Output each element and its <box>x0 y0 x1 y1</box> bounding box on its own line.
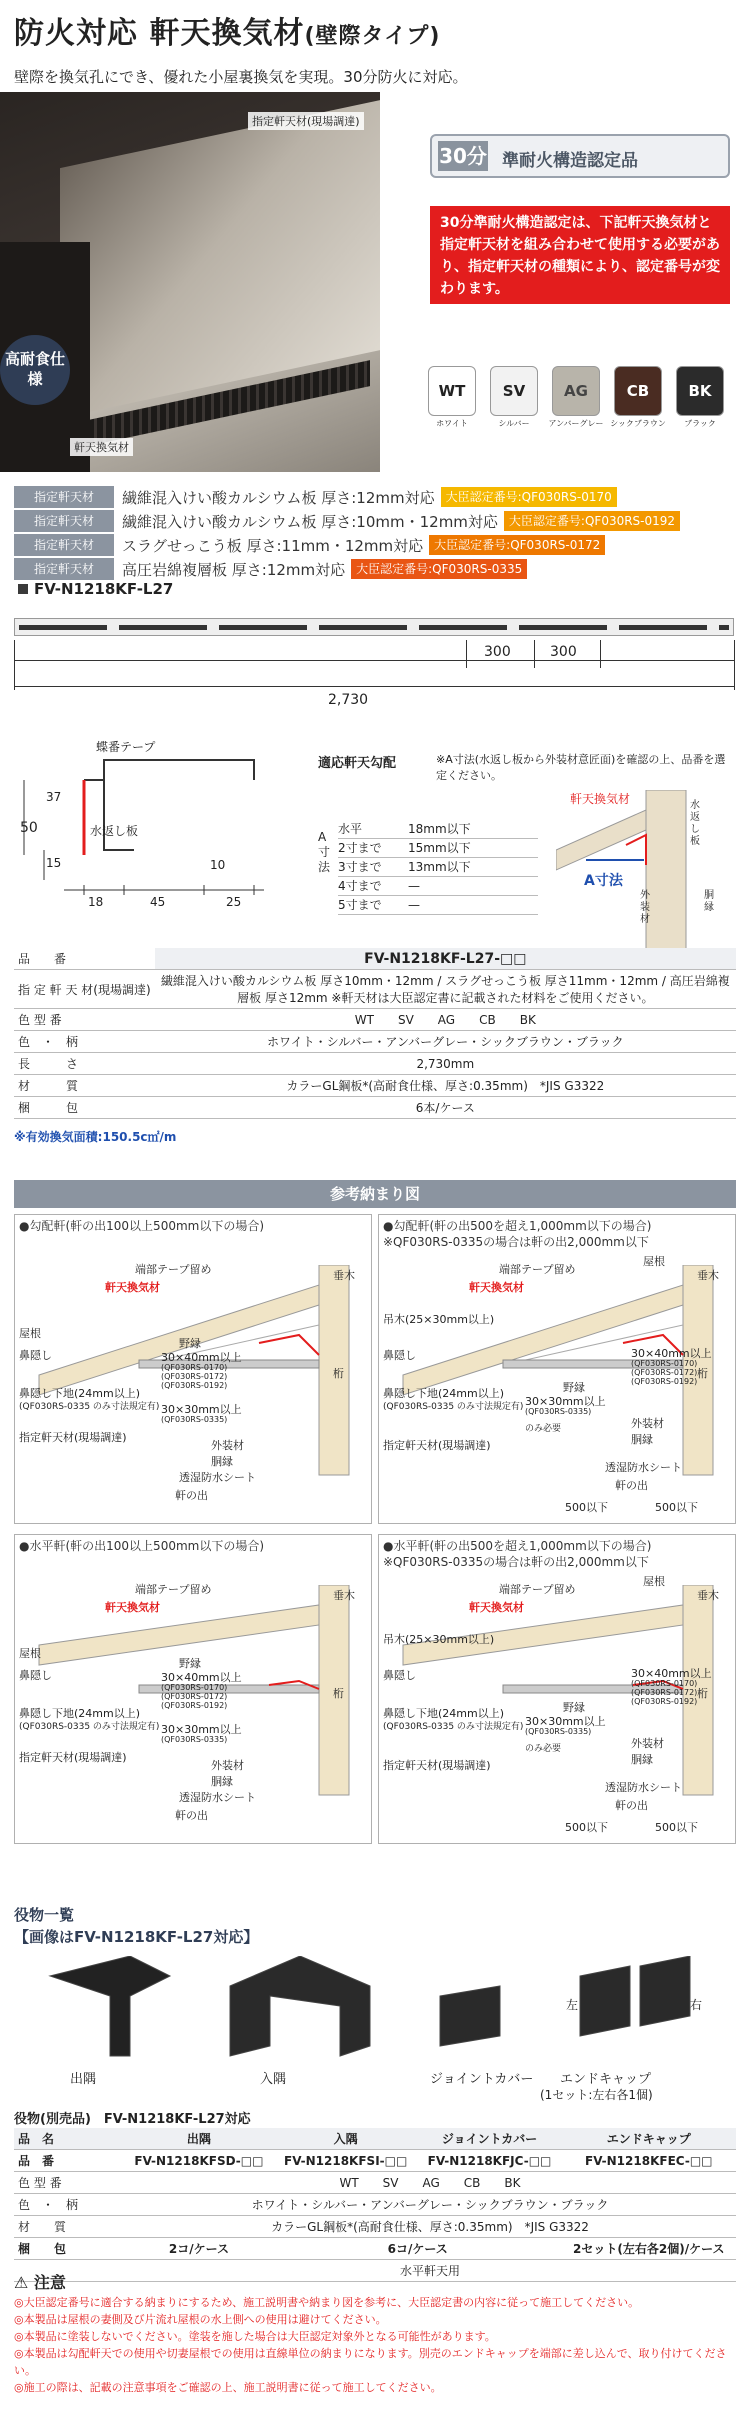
acc-codes-cell: FV-N1218KFJC-□□ <box>417 2150 561 2172</box>
reference-label: 鼻隠し <box>383 1349 416 1362</box>
pitch-axis: A寸法 <box>318 830 331 874</box>
pitch-diagram <box>556 790 706 950</box>
product-table-row <box>14 1075 736 1097</box>
reference-label: 透湿防水シート <box>605 1461 682 1474</box>
dim-total: 2,730 <box>328 692 369 708</box>
dim-h15: 15 <box>46 856 62 870</box>
spec-row <box>14 486 617 510</box>
reference-panel-title: ●水平軒(軒の出100以上500mm以下の場合) <box>19 1539 265 1553</box>
label-hinge-tape: 蝶番テープ <box>96 740 156 754</box>
reference-label: (QF030RS-0170) (QF030RS-0172) (QF030RS-0192) <box>161 1363 228 1390</box>
reference-label: 屋根 <box>643 1575 665 1588</box>
reference-panel-title: ●勾配軒(軒の出500を超え1,000mm以下の場合) <box>383 1219 652 1233</box>
product-table-value: 繊維混入けい酸カルシウム板 厚さ10mm・12mm / スラグせっこう板 厚さ11mm・12mm / 高圧岩綿複層板 厚さ12mm ※軒天材は大臣認定書に記載された材料をご使用ください。 <box>155 970 736 1009</box>
spec-text: スラグせっこう板 厚さ:11mm・12mm対応 <box>122 536 424 555</box>
reference-label: 外装材 <box>631 1417 664 1430</box>
acc-packing-cell: 2セット(左右各2個)/ケース <box>562 2238 736 2260</box>
acc-material-cell: カラーGL鋼板*(高耐食仕様、厚さ:0.35mm) *JIS G3322 <box>124 2216 736 2238</box>
product-table-value: カラーGL鋼板*(高耐食仕様、厚さ:0.35mm) *JIS G3322 <box>155 1075 736 1097</box>
acc-colors-cell: 色 ・ 柄 <box>14 2194 124 2216</box>
reference-label: 垂木 <box>333 1589 355 1602</box>
acc-head <box>14 2128 736 2150</box>
spec-row <box>14 534 605 558</box>
reference-label: 30×40mm以上 <box>631 1667 712 1680</box>
reference-label: (QF030RS-0335) <box>161 1415 228 1424</box>
acc-colors <box>14 2194 736 2216</box>
accessories-subtitle: 【画像はFV-N1218KF-L27対応】 <box>14 1928 259 1946</box>
pitch-slope: 4寸まで <box>338 879 382 893</box>
product-table-row <box>14 1053 736 1075</box>
reference-label: 桁 <box>333 1687 344 1700</box>
corrosion-badge: 高耐食仕様 <box>0 335 70 405</box>
pitch-label-adim: A寸法 <box>584 873 623 889</box>
reference-label: のみ必要 <box>525 1744 562 1754</box>
reference-label: 端部テープ留め <box>499 1263 576 1276</box>
reference-label: 軒天換気材 <box>469 1601 524 1614</box>
color-swatch-bk: BK <box>676 366 724 416</box>
spec-tag: 指定軒天材 <box>14 534 114 556</box>
fire-rating-text: 準耐火構造認定品 <box>502 151 638 171</box>
pitch-row <box>338 896 538 915</box>
color-swatch-wt: WT <box>428 366 476 416</box>
reference-label: 鼻隠し下地(24mm以上) <box>383 1387 505 1400</box>
vent-area-note: ※有効換気面積:150.5c㎡/m <box>14 1130 177 1144</box>
reference-label: (QF030RS-0170) (QF030RS-0172) (QF030RS-0192) <box>161 1683 228 1710</box>
reference-label: (QF030RS-0335) <box>161 1735 228 1744</box>
pitch-value: 15mm以下 <box>408 841 471 855</box>
reference-label: 指定軒天材(現場調達) <box>19 1751 127 1764</box>
reference-label: 鼻隠し <box>383 1669 416 1682</box>
acc-codes-cell: FV-N1218KFSD-□□ <box>124 2150 274 2172</box>
reference-label: 30×40mm以上 <box>161 1671 242 1684</box>
reference-panel-title: ●勾配軒(軒の出100以上500mm以下の場合) <box>19 1219 265 1233</box>
acc-head-cell: 出隅 <box>124 2128 274 2150</box>
reference-label: 30×40mm以上 <box>631 1347 712 1360</box>
fire-rating-box <box>430 134 730 178</box>
reference-label: 軒の出 <box>615 1799 648 1812</box>
spec-text: 繊維混入けい酸カルシウム板 厚さ:12mm対応 <box>122 488 435 507</box>
acc-head-cell: エンドキャップ <box>562 2128 736 2150</box>
acc-footer-cell: 水平軒天用 <box>124 2260 736 2282</box>
reference-label: (QF030RS-0335 のみ寸法規定有) <box>19 1402 160 1412</box>
product-table-head: 指 定 軒 天 材(現場調達) <box>14 970 155 1009</box>
cert-number: 大臣認定番号:QF030RS-0192 <box>504 511 680 531</box>
pitch-label-vent: 軒天換気材 <box>570 792 631 806</box>
product-table-head: 品 番 <box>14 948 155 970</box>
reference-label: 鼻隠し下地(24mm以上) <box>383 1707 505 1720</box>
reference-label: (QF030RS-0170) (QF030RS-0172) (QF030RS-0192) <box>631 1359 698 1386</box>
product-table-value: ホワイト・シルバー・アンバーグレー・シックブラウン・ブラック <box>155 1031 736 1053</box>
product-table-head: 長 さ <box>14 1053 155 1075</box>
accessory-left: 左 <box>566 1998 579 2012</box>
pitch-row <box>338 858 538 877</box>
reference-label: 垂木 <box>697 1269 719 1282</box>
reference-label: 端部テープ留め <box>135 1583 212 1596</box>
reference-label: 垂木 <box>333 1269 355 1282</box>
reference-label: 軒天換気材 <box>105 1601 160 1614</box>
color-name-sv: シルバー <box>498 419 530 428</box>
color-swatch-sv: SV <box>490 366 538 416</box>
reference-label: 野縁 <box>563 1381 585 1394</box>
reference-panel <box>378 1214 736 1524</box>
dim-h37: 37 <box>46 790 62 804</box>
product-table-head: 梱 包 <box>14 1097 155 1119</box>
color-name-ag: アンバーグレー <box>548 419 604 428</box>
reference-panel-title: ●水平軒(軒の出500を超え1,000mm以下の場合) <box>383 1539 652 1553</box>
acc-table-title: 役物(別売品) FV-N1218KF-L27対応 <box>14 2112 251 2127</box>
pitch-label-exterior: 外装材 <box>640 890 650 925</box>
reference-label: 胴縁 <box>211 1455 233 1468</box>
hero-label-ceiling: 指定軒天材(現場調達) <box>248 112 364 130</box>
reference-label: 500以下 <box>565 1821 608 1834</box>
pitch-label-water: 水返し板 <box>690 800 700 847</box>
product-table-head: 色 型 番 <box>14 1009 155 1031</box>
pitch-value: 13mm以下 <box>408 860 471 874</box>
dim-h50: 50 <box>20 820 38 836</box>
dim-w45: 45 <box>150 895 166 909</box>
product-strip-drawing <box>14 618 734 636</box>
reference-label: 外装材 <box>211 1439 244 1452</box>
cert-number: 大臣認定番号:QF030RS-0335 <box>351 559 527 579</box>
product-table-row <box>14 1031 736 1053</box>
page-title: 防火対応 軒天換気材(壁際タイプ) <box>14 16 441 51</box>
acc-packing-cell: 梱 包 <box>14 2238 124 2260</box>
reference-label: 鼻隠し <box>19 1669 52 1682</box>
reference-label: 指定軒天材(現場調達) <box>383 1759 491 1772</box>
acc-packing-cell: 6コ/ケース <box>274 2238 562 2260</box>
model-number: FV-N1218KF-L27 <box>34 580 174 598</box>
cert-number: 大臣認定番号:QF030RS-0170 <box>441 487 617 507</box>
product-table-row <box>14 1009 736 1031</box>
notes-title: ⚠ 注意 <box>14 2273 66 2292</box>
reference-label: 500以下 <box>655 1501 698 1514</box>
dim-300b: 300 <box>550 644 577 660</box>
accessories-drawing <box>40 1956 720 2066</box>
acc-footer <box>14 2260 736 2282</box>
product-table-value: 2,730mm <box>155 1053 736 1075</box>
acc-packing-cell: 2コ/ケース <box>124 2238 274 2260</box>
color-swatch-ag: AG <box>552 366 600 416</box>
reference-label: 屋根 <box>643 1255 665 1268</box>
reference-label: 鼻隠し下地(24mm以上) <box>19 1707 141 1720</box>
acc-head-cell: 品 名 <box>14 2128 124 2150</box>
reference-label: 指定軒天材(現場調達) <box>19 1431 127 1444</box>
cert-number: 大臣認定番号:QF030RS-0172 <box>429 535 605 555</box>
reference-label: 指定軒天材(現場調達) <box>383 1439 491 1452</box>
pitch-label-furring: 胴縁 <box>704 890 714 913</box>
pitch-slope: 5寸まで <box>338 898 382 912</box>
color-swatch-cb: CB <box>614 366 662 416</box>
reference-label: 30×30mm以上 <box>161 1723 242 1736</box>
note-line: ◎本製品は勾配軒天での使用や切妻屋根での使用は直線単位の納まりになります。別売のエンドキャップを端部に差し込んで、取り付けてください。 <box>14 2347 727 2377</box>
reference-label: 胴縁 <box>631 1433 653 1446</box>
reference-label: 鼻隠し下地(24mm以上) <box>19 1387 141 1400</box>
acc-codes-cell: FV-N1218KFSI-□□ <box>274 2150 418 2172</box>
reference-label: 30×40mm以上 <box>161 1351 242 1364</box>
acc-head-cell: ジョイントカバー <box>417 2128 561 2150</box>
note-line: ◎施工の際は、記載の注意事項をご確認の上、施工説明書に従って施工してください。 <box>14 2381 442 2394</box>
reference-label: 野縁 <box>179 1657 201 1670</box>
reference-panel <box>378 1534 736 1844</box>
spec-tag: 指定軒天材 <box>14 558 114 580</box>
acc-color-codes <box>14 2172 736 2194</box>
dim-w18: 18 <box>88 895 104 909</box>
reference-label: 軒の出 <box>175 1809 208 1822</box>
dim-w25: 25 <box>226 895 242 909</box>
spec-text: 繊維混入けい酸カルシウム板 厚さ:10mm・12mm対応 <box>122 512 498 531</box>
acc-packing <box>14 2238 736 2260</box>
reference-panel <box>14 1534 372 1844</box>
accessory-name: ジョイントカバー <box>430 2072 534 2087</box>
reference-label: 透湿防水シート <box>605 1781 682 1794</box>
accessory-right: 右 <box>690 1998 703 2012</box>
reference-label: 胴縁 <box>631 1753 653 1766</box>
reference-label: 桁 <box>697 1687 708 1700</box>
pitch-row <box>338 820 538 839</box>
acc-material <box>14 2216 736 2238</box>
color-name-cb: シックブラウン <box>610 419 666 428</box>
acc-material-cell: 材 質 <box>14 2216 124 2238</box>
pitch-value: — <box>408 898 420 912</box>
product-table-row <box>14 948 736 970</box>
spec-row <box>14 558 527 582</box>
reference-label: 端部テープ留め <box>499 1583 576 1596</box>
reference-label: 透湿防水シート <box>179 1791 256 1804</box>
reference-label: 胴縁 <box>211 1775 233 1788</box>
reference-label: 外装材 <box>211 1759 244 1772</box>
pitch-value: — <box>408 879 420 893</box>
product-table-row <box>14 970 736 1009</box>
reference-label: のみ必要 <box>525 1424 562 1434</box>
note-line: ◎本製品は屋根の妻側及び片流れ屋根の水上側への使用は避けてください。 <box>14 2313 387 2326</box>
dim-300a: 300 <box>484 644 511 660</box>
reference-label: 500以下 <box>565 1501 608 1514</box>
reference-bar: 参考納まり図 <box>14 1180 736 1208</box>
note-line: ◎本製品に塗装しないでください。塗装を施した場合は大臣認定対象外となる可能性があります。 <box>14 2330 496 2343</box>
reference-label: (QF030RS-0335) <box>525 1727 592 1736</box>
reference-label: 端部テープ留め <box>135 1263 212 1276</box>
acc-color-codes-cell: 色 型 番 <box>14 2172 124 2194</box>
acc-codes-cell: FV-N1218KFEC-□□ <box>562 2150 736 2172</box>
reference-label: 野縁 <box>179 1337 201 1350</box>
reference-label: 屋根 <box>19 1327 41 1340</box>
product-table <box>14 948 736 1119</box>
acc-table <box>14 2128 736 2282</box>
dim-w10: 10 <box>210 858 226 872</box>
spec-tag: 指定軒天材 <box>14 510 114 532</box>
pitch-slope: 水平 <box>338 822 363 836</box>
spec-row <box>14 510 680 534</box>
note-line: ◎大臣認定番号に適合する納まりにするため、施工説明書や納まり図を参考に、大臣認定書の内容に従って施工してください。 <box>14 2296 640 2309</box>
label-water-plate: 水返し板 <box>90 824 139 838</box>
reference-label: 外装材 <box>631 1737 664 1750</box>
reference-label: 吊木(25×30mm以上) <box>383 1313 495 1326</box>
reference-label: 500以下 <box>655 1821 698 1834</box>
spec-text: 高圧岩綿複層板 厚さ:12mm対応 <box>122 560 346 579</box>
accessories-title: 役物一覧 <box>14 1906 75 1924</box>
acc-color-codes-cell: WT SV AG CB BK <box>124 2172 736 2194</box>
reference-label: 吊木(25×30mm以上) <box>383 1633 495 1646</box>
product-table-row <box>14 1097 736 1119</box>
pitch-table <box>338 820 538 915</box>
reference-label: 鼻隠し <box>19 1349 52 1362</box>
reference-panel-sub: ※QF030RS-0335の場合は軒の出2,000mm以下 <box>383 1555 649 1569</box>
acc-codes-cell: 品 番 <box>14 2150 124 2172</box>
reference-label: 桁 <box>333 1367 344 1380</box>
reference-label: 屋根 <box>19 1647 41 1660</box>
reference-panel <box>14 1214 372 1524</box>
acc-colors-cell: ホワイト・シルバー・アンバーグレー・シックブラウン・ブラック <box>124 2194 736 2216</box>
product-table-value: WT SV AG CB BK <box>155 1009 736 1031</box>
fire-rating-number: 30分 <box>438 141 488 171</box>
product-photo <box>0 92 380 472</box>
color-name-bk: ブラック <box>684 419 716 428</box>
pitch-title: 適応軒天勾配 <box>318 756 397 771</box>
cross-section-drawing <box>14 740 294 910</box>
hero-label-vent: 軒天換気材 <box>70 438 133 456</box>
pitch-row <box>338 877 538 896</box>
reference-label: 野縁 <box>563 1701 585 1714</box>
reference-panel-sub: ※QF030RS-0335の場合は軒の出2,000mm以下 <box>383 1235 649 1249</box>
reference-label: 透湿防水シート <box>179 1471 256 1484</box>
notes-list <box>14 2294 736 2396</box>
color-name-wt: ホワイト <box>436 419 468 428</box>
reference-label: 軒の出 <box>615 1479 648 1492</box>
accessory-name: 入隅 <box>260 2072 287 2087</box>
accessory-name: エンドキャップ <box>560 2072 652 2087</box>
reference-label: 軒天換気材 <box>105 1281 160 1294</box>
pitch-note: ※A寸法(水返し板から外装材意匠面)を確認の上、品番を選定ください。 <box>436 753 726 782</box>
pitch-slope: 2寸まで <box>338 841 382 855</box>
reference-label: 30×30mm以上 <box>161 1403 242 1416</box>
reference-label: 30×30mm以上 <box>525 1715 606 1728</box>
product-table-head: 色 ・ 柄 <box>14 1031 155 1053</box>
product-table-value: FV-N1218KF-L27-□□ <box>155 948 736 970</box>
pitch-row <box>338 839 538 858</box>
reference-label: (QF030RS-0335 のみ寸法規定有) <box>383 1402 524 1412</box>
lead-text: 壁際を換気孔にでき、優れた小屋裏換気を実現。30分防火に対応。 <box>14 68 468 86</box>
spec-tag: 指定軒天材 <box>14 486 114 508</box>
certification-warning: 30分準耐火構造認定は、下記軒天換気材と指定軒天材を組み合わせて使用する必要があり、指定軒天材の種類により、認定番号が変わります。 <box>430 206 730 304</box>
acc-codes <box>14 2150 736 2172</box>
reference-label: 桁 <box>697 1367 708 1380</box>
reference-label: (QF030RS-0335 のみ寸法規定有) <box>19 1722 160 1732</box>
accessory-name: 出隅 <box>70 2072 97 2087</box>
reference-label: 軒天換気材 <box>469 1281 524 1294</box>
reference-label: 垂木 <box>697 1589 719 1602</box>
reference-label: (QF030RS-0335 のみ寸法規定有) <box>383 1722 524 1732</box>
pitch-value: 18mm以下 <box>408 822 471 836</box>
reference-label: 30×30mm以上 <box>525 1395 606 1408</box>
reference-label: (QF030RS-0170) (QF030RS-0172) (QF030RS-0192) <box>631 1679 698 1706</box>
accessory-note: (1セット:左右各1個) <box>540 2088 653 2102</box>
acc-head-cell: 入隅 <box>274 2128 418 2150</box>
reference-label: (QF030RS-0335) <box>525 1407 592 1416</box>
product-table-value: 6本/ケース <box>155 1097 736 1119</box>
pitch-slope: 3寸まで <box>338 860 382 874</box>
reference-label: 軒の出 <box>175 1489 208 1502</box>
product-table-head: 材 質 <box>14 1075 155 1097</box>
